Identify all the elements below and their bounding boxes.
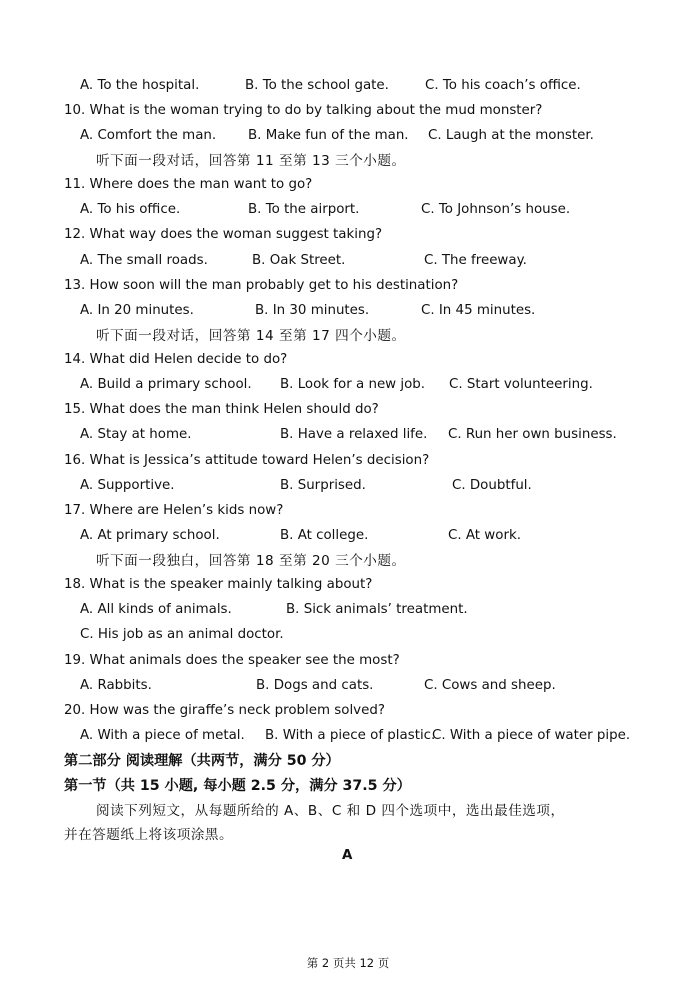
answer-option: B. Sick animals’ treatment. <box>286 602 468 617</box>
answer-option: B. Dogs and cats. <box>256 678 374 693</box>
answer-option: A. With a piece of metal. <box>80 728 245 743</box>
answer-option: B. Have a relaxed life. <box>280 427 428 442</box>
answer-option: B. In 30 minutes. <box>255 303 370 318</box>
answer-option: C. To Johnson’s house. <box>421 202 571 217</box>
question-text: 14. What did Helen decide to do? <box>64 352 288 367</box>
answer-option: A. In 20 minutes. <box>80 303 194 318</box>
answer-option: B. With a piece of plastic. <box>265 728 436 743</box>
passage-letter: A <box>342 848 353 863</box>
answer-option: C. Laugh at the monster. <box>428 128 594 143</box>
answer-option: C. In 45 minutes. <box>421 303 536 318</box>
answer-option: C. To his coach’s office. <box>425 78 581 93</box>
question-text: 19. What animals does the speaker see the most? <box>64 653 400 668</box>
instruction-text: 阅读下列短文，从每题所给的 A、B、C 和 D 四个选项中，选出最佳选项， <box>96 803 565 819</box>
answer-option: A. Stay at home. <box>80 427 192 442</box>
question-text: 20. How was the giraffe’s neck problem solved? <box>64 703 385 718</box>
instruction-text: 听下面一段对话，回答第 14 至第 17 四个小题。 <box>96 328 406 344</box>
question-text: 18. What is the speaker mainly talking about? <box>64 577 373 592</box>
answer-option: C. At work. <box>448 528 521 543</box>
answer-option: B. To the airport. <box>248 202 360 217</box>
answer-option: B. At college. <box>280 528 369 543</box>
question-text: 10. What is the woman trying to do by talking about the mud monster? <box>64 103 543 118</box>
answer-option: A. All kinds of animals. <box>80 602 232 617</box>
answer-option: C. Cows and sheep. <box>424 678 556 693</box>
answer-option: A. Supportive. <box>80 478 175 493</box>
page-footer: 第 2 页共 12 页 <box>306 956 390 970</box>
answer-option: C. Run her own business. <box>448 427 617 442</box>
question-text: 13. How soon will the man probably get to his destination? <box>64 278 459 293</box>
section-heading: 第二部分 阅读理解（共两节，满分 50 分） <box>64 753 340 769</box>
answer-option: A. To the hospital. <box>80 78 200 93</box>
answer-option: B. To the school gate. <box>245 78 389 93</box>
question-text: 12. What way does the woman suggest taking? <box>64 227 383 242</box>
answer-option: A. To his office. <box>80 202 181 217</box>
instruction-text: 听下面一段对话，回答第 11 至第 13 三个小题。 <box>96 153 406 169</box>
answer-option: C. The freeway. <box>424 253 527 268</box>
answer-option: C. With a piece of water pipe. <box>432 728 631 743</box>
answer-option: A. Rabbits. <box>80 678 152 693</box>
answer-option: C. Doubtful. <box>452 478 532 493</box>
answer-option: A. The small roads. <box>80 253 208 268</box>
answer-option: B. Look for a new job. <box>280 377 426 392</box>
question-text: 17. Where are Helen’s kids now? <box>64 503 284 518</box>
question-text: 15. What does the man think Helen should do? <box>64 402 379 417</box>
question-text: 16. What is Jessica’s attitude toward Helen’s decision? <box>64 453 430 468</box>
section-heading: 第一节（共 15 小题, 每小题 2.5 分，满分 37.5 分） <box>64 778 411 794</box>
answer-option: A. Comfort the man. <box>80 128 217 143</box>
answer-option: C. Start volunteering. <box>449 377 593 392</box>
answer-option: A. Build a primary school. <box>80 377 252 392</box>
answer-option: B. Surprised. <box>280 478 366 493</box>
answer-option: B. Make fun of the man. <box>248 128 409 143</box>
question-text: 11. Where does the man want to go? <box>64 177 313 192</box>
instruction-text: 并在答题纸上将该项涂黑。 <box>64 827 234 843</box>
instruction-text: 听下面一段独白，回答第 18 至第 20 三个小题。 <box>96 553 406 569</box>
answer-option: B. Oak Street. <box>252 253 346 268</box>
answer-option: C. His job as an animal doctor. <box>80 627 284 642</box>
answer-option: A. At primary school. <box>80 528 220 543</box>
